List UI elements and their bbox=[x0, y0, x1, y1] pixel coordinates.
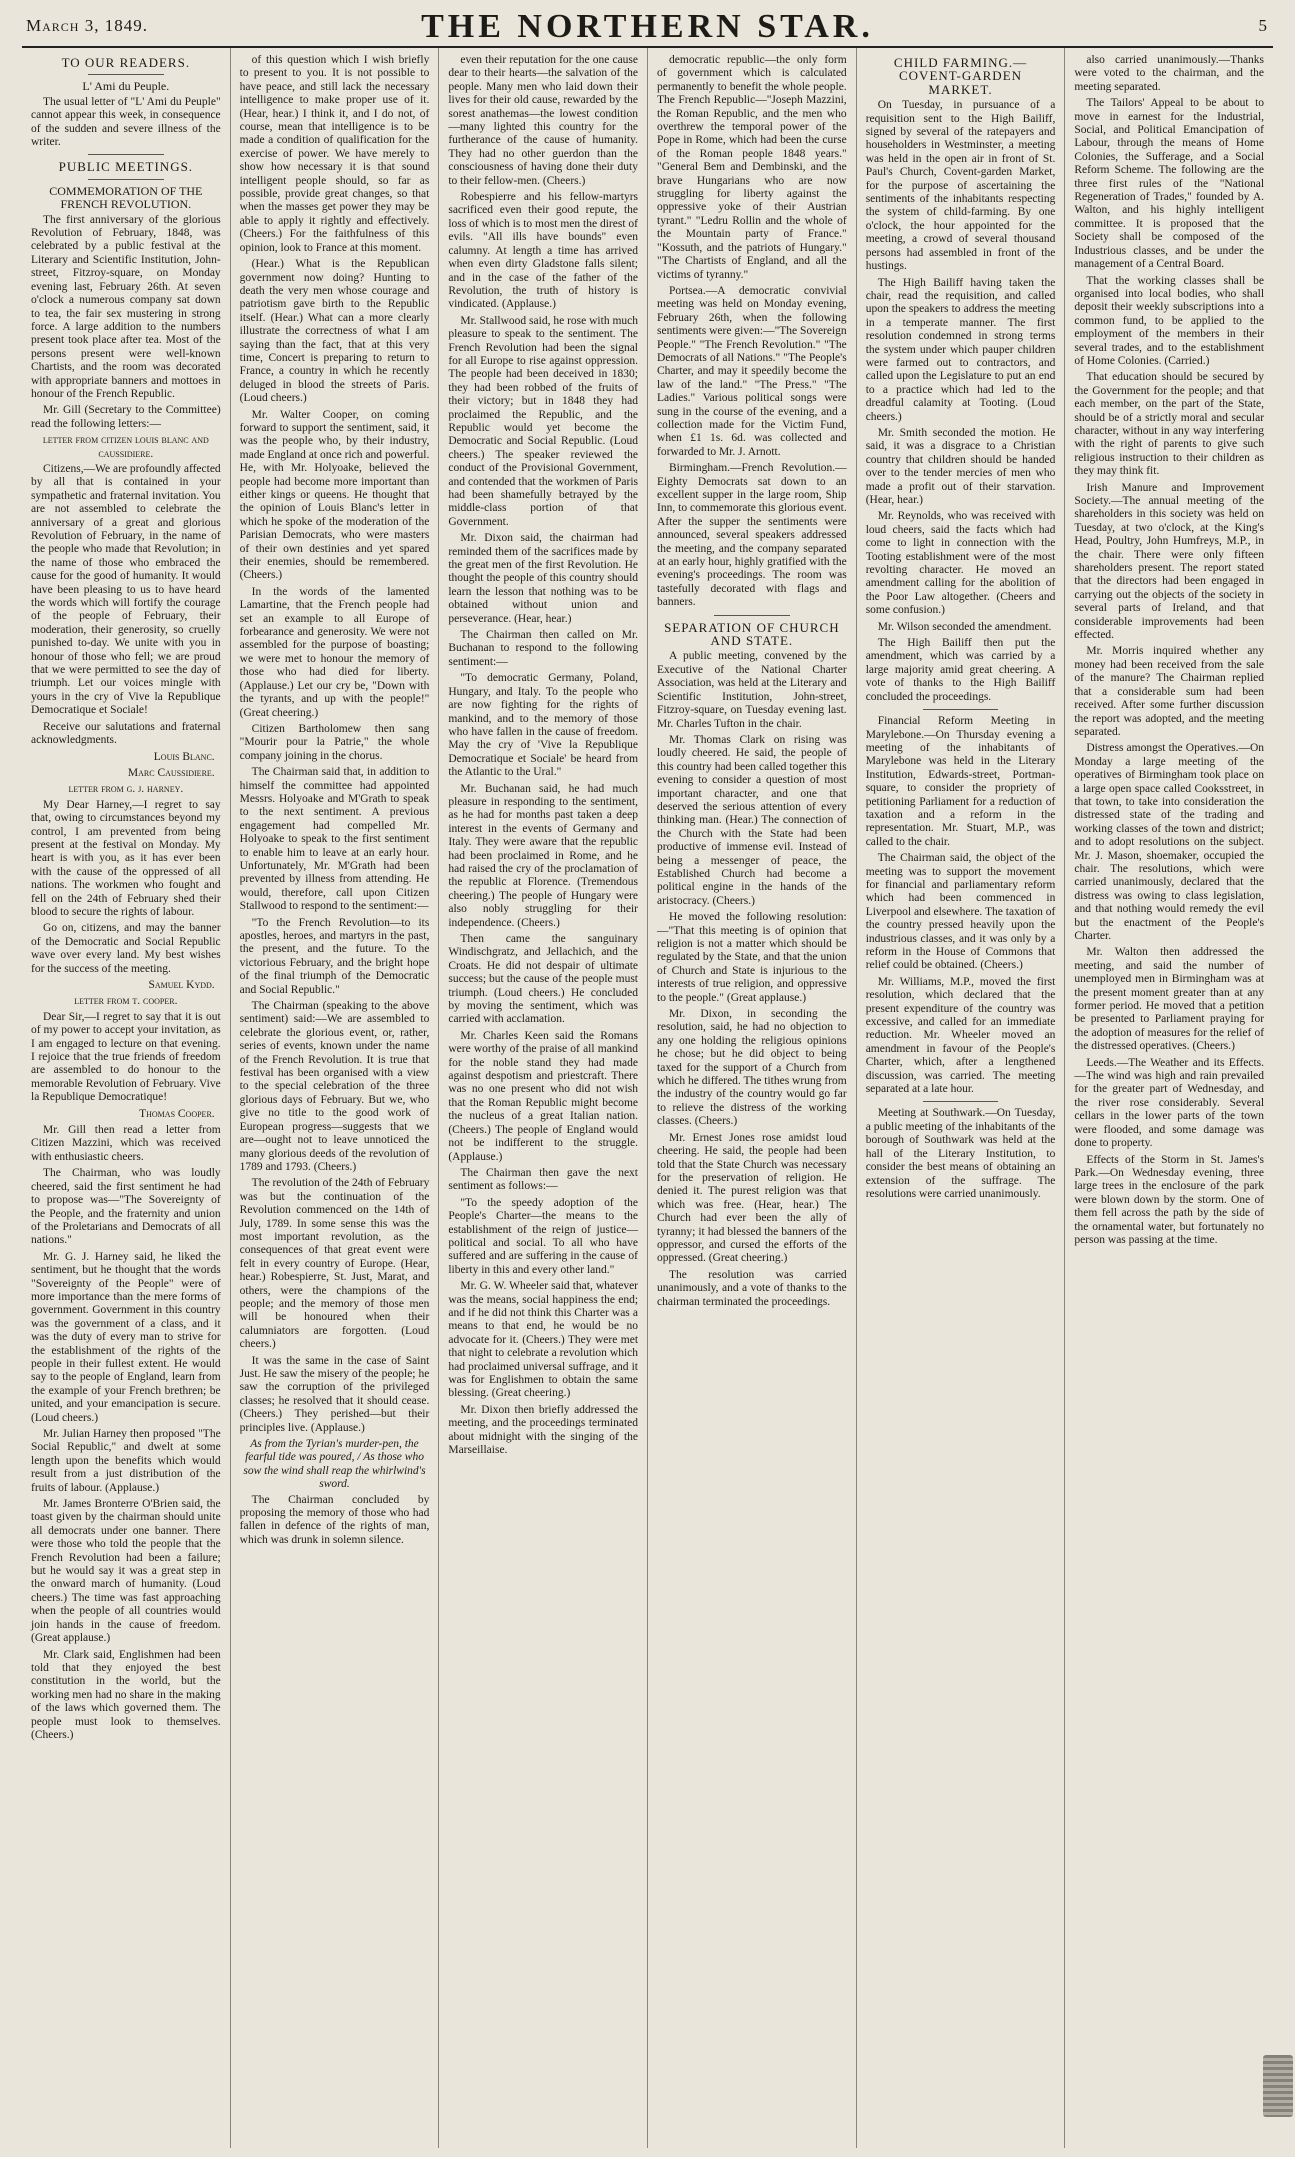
paragraph: Meeting at Southwark.—On Tuesday, a public meeting of the inhabitants of the borough of Southwark was held at the hall of the Literary Institution, to consider the best means of obtaining an extension of the suffrage. The resolutions were carried unanimously. bbox=[865, 1107, 1056, 1200]
paragraph: The Chairman said that, in addition to himself the committee had appointed Messrs. Holyoake and M'Grath to speak to the next sentiment. A previous engagement had compelled Mr. Holyoake to speak to the first sentiment to enable him to leave at an early hour. Unfortunately, Mr. M'Grath had been prevented by illness from attending. He would, therefore, call upon Citizen Stallwood to respond to the sentiment:— bbox=[239, 766, 430, 913]
paragraph: Dear Sir,—I regret to say that it is out of my power to accept your invitation, as I am engaged to lecture on that evening. I rejoice that the true friends of freedom are assembled to do honour to the memorable Revolution of February. Vive la Republique Democratique! bbox=[31, 1010, 221, 1104]
paragraph: On Tuesday, in pursuance of a requisition sent to the High Bailiff, signed by several of the ratepayers and householders in Westminster, a meeting was held in the open air in front of St. Paul's Church, Covent-garden Market, for the purpose of ascertaining the sentiments of the inhabitants respecting the system of child-farming. By one o'clock, the hour appointed for the meeting, a crowd of several thousand persons had assembled in front of the hustings. bbox=[865, 99, 1056, 273]
paragraph: Robespierre and his fellow-martyrs sacrificed even their good repute, the loss of which is to most men the direst of evils. "All ills have bounds" even calumny. At length a time has arrived when even dirty Gladstone falls silent; and in the case of the father of the Revolution, the truth of history is vindicated. (Applause.) bbox=[448, 191, 639, 311]
divider bbox=[88, 154, 164, 155]
paragraph: Mr. Morris inquired whether any money had been received from the sale of the manure? The Chairman replied that a considerable sum had been received. After some further discussion the report was adopted, and the meeting separated. bbox=[1074, 645, 1265, 738]
letter-heading: letter from g. j. harney. bbox=[68, 783, 184, 796]
paragraph: Mr. James Bronterre O'Brien said, the toast given by the chairman should unite all democrats under one banner. There were those who told the people that the French Revolution had been a failure; but he would say it was a great step in the onward march of humanity. (Loud cheers.) The time was fast approaching when the people of all countries would join hands in the cause of freedom. (Great applause.) bbox=[31, 1498, 221, 1645]
column-3 bbox=[438, 48, 647, 2148]
column-6 bbox=[1064, 48, 1273, 2148]
paragraph: Birmingham.—French Revolution.—Eighty Democrats sat down to an excellent supper in the large room, Ship Inn, to commemorate this glorious event. After the supper the sentiments were announced, several speakers addressed the meeting, and the company separated at an early hour, highly gratified with the evening's proceedings. The room was tastefully decorated with flags and banners. bbox=[657, 462, 847, 609]
divider bbox=[923, 709, 999, 710]
paragraph: The Chairman then gave the next sentiment as follows:— bbox=[448, 1166, 639, 1193]
letter-heading: letter from t. cooper. bbox=[74, 995, 178, 1008]
newspaper-title: THE NORTHERN STAR. bbox=[421, 8, 874, 45]
paragraph: Mr. Dixon, in seconding the resolution, said, he had no objection to any one holding the religious opinions he chose; but he did object to being taxed for the support of a Church from which he differed. The tithes wrung from the industry of the country would go far to relieve the distress of the working classes. (Cheers.) bbox=[657, 1008, 847, 1128]
paragraph: A public meeting, convened by the Executive of the National Charter Association, was held at the Literary and Scientific Institution, John-street, Fitzroy-square, on Tuesday evening last. Mr. Charles Tufton in the chair. bbox=[657, 650, 847, 730]
column-5 bbox=[856, 48, 1065, 2148]
article-heading: CHILD FARMING.—COVENT-GARDEN MARKET. bbox=[893, 55, 1028, 97]
paragraph: The Chairman, who was loudly cheered, said the first sentiment he had to propose was—"The Sovereignty of the People, and the fraternity and union of the Proletarians and Democrats of all nations." bbox=[31, 1167, 221, 1247]
paragraph: (Hear.) What is the Republican government now doing? Hunting to death the very men whose courage and patriotism gave birth to the Republic itself. (Hear.) What can a more clearly illustrate the correctness of what I am saying than the fact, that at this very time, Concert is preparing to return to France, a country in which he recently deluged in blood the streets of Paris. (Loud cheers.) bbox=[239, 258, 430, 405]
paragraph: "To the French Revolution—to its apostles, heroes, and martyrs in the past, the present, and the future. To the victorious February, and the bright hope of the final triumph of the Democratic and Social Republic." bbox=[239, 916, 430, 996]
article-heading: TO OUR READERS. bbox=[61, 55, 191, 70]
divider bbox=[923, 1101, 999, 1102]
paragraph: Mr. Clark said, Englishmen had been told that they enjoyed the best constitution in the world, but the working men had no share in the making of the laws which governed them. The people must look to themselves. (Cheers.) bbox=[31, 1648, 221, 1741]
page-number: 5 bbox=[1258, 16, 1267, 35]
paragraph: Portsea.—A democratic convivial meeting was held on Monday evening, February 26th, when the following sentiments were given:—"The Sovereign People." "The French Revolution." "The Democrats of all Nations." "The People's Charter, and may it speedily become the law of the land." "The Press." "The Ladies." Various political songs were sung in the course of the evening, and a collection made for the Victim Fund, when £1 1s. 6d. was collected and forwarded to Mr. J. Arnott. bbox=[657, 284, 847, 458]
article-heading: SEPARATION OF CHURCH AND STATE. bbox=[664, 619, 840, 649]
article-heading: PUBLIC MEETINGS. bbox=[58, 159, 194, 175]
paragraph: "To democratic Germany, Poland, Hungary, and Italy. To the people who are now fighting for the rights of mankind, and to the memory of those who have fallen in the cause of freedom. May the cry of 'Vive la Republique Democratique et Sociale' be heard from the Atlantic to the Ural." bbox=[448, 672, 639, 779]
paragraph: Mr. Gill then read a letter from Citizen Mazzini, which was received with enthusiastic cheers. bbox=[31, 1124, 221, 1163]
paragraph: Distress amongst the Operatives.—On Monday a large meeting of the operatives of Birmingham took place on a large open space called Cooksstreet, in that town, to take into consideration the distressed state of the trading and working classes of the town and district; and to adopt resolutions on the subject. Mr. J. Mason, shoemaker, occupied the chair. The resolutions, which were carried unanimously, declared that the distress was owing to class legislation, and that nothing would remedy the evil but the enactment of the People's Charter. bbox=[1074, 742, 1265, 942]
paragraph: The revolution of the 24th of February was but the continuation of the Revolution commenced on the 14th of July, 1789. In some sense this was the most important revolution, as the consequences of that great event were felt in every country of Europe. (Hear, hear.) Robespierre, St. Just, Marat, and others, were the champions of the people; and the memory of those men will be honoured when their calumniators are forgotten. (Loud cheers.) bbox=[239, 1177, 430, 1351]
paragraph: He moved the following resolution:—"That this meeting is of opinion that religion is not a matter which should be regulated by the State, and that the union of Church and State is injurious to the interests of true religion, and oppressive to the people." (Great applause.) bbox=[657, 911, 847, 1004]
paragraph: Mr. Buchanan said, he had much pleasure in responding to the sentiment, as he had for months past taken a deep interest in the events of Germany and Italy. They were aware that the republic had been proclaimed in Rome, and he had raised the cry of the proclamation of the republic at Florence. (Tremendous cheering.) The people of Hungary were also nobly struggling for their independence. (Cheers.) bbox=[448, 782, 639, 929]
verse: As from the Tyrian's murder-pen, the fearful tide was poured, / As those who sow the wind shall reap the whirlwind's sword. bbox=[243, 1438, 426, 1491]
library-stamp bbox=[1263, 2055, 1293, 2117]
article-subheading: L' Ami du Peuple. bbox=[82, 79, 170, 94]
paragraph: Mr. Ernest Jones rose amidst loud cheering. He said, the people had been told that the State Church was necessary for the preservation of religion. He denied it. The purest religion was that which was free. (Hear, hear.) The Church had ever been the ally of tyranny; it had blessed the banners of the oppressor, and cursed the efforts of the oppressed. (Great cheering.) bbox=[657, 1131, 847, 1265]
paragraph: Then came the sanguinary Windischgratz, and Jellachich, and the Croats. He did not despair of ultimate success; but the cause of the people must triumph. (Loud cheers.) He concluded by moving the sentiment, which was carried with acclamation. bbox=[448, 933, 639, 1026]
paragraph: That education should be secured by the Government for the people; and that each member, on the part of the State, should be of a strictly moral and secular character, without in any way interfering with the right of parents to give such religious instruction to their children as they may think fit. bbox=[1074, 371, 1265, 478]
paragraph: The High Bailiff having taken the chair, read the requisition, and called upon the speakers to address the meeting in a temperate manner. The first resolution condemned in strong terms the system under which pauper children were farmed out to contractors, and called upon the Legislature to put an end to a practice which had led to the dreadful calamity at Tooting. (Loud cheers.) bbox=[865, 276, 1056, 423]
paragraph: Receive our salutations and fraternal acknowledgments. bbox=[31, 720, 221, 747]
paragraph: Mr. Williams, M.P., moved the first resolution, which declared that the present expenditure of the country was excessive, and called for an immediate reduction. Mr. Wheeler moved an amendment in favour of the People's Charter, which, after a lengthened discussion, was carried. The meeting separated at a late hour. bbox=[865, 975, 1056, 1096]
paragraph: The Chairman then called on Mr. Buchanan to respond to the following sentiment:— bbox=[448, 629, 639, 668]
paragraph: Mr. Charles Keen said the Romans were worthy of the praise of all mankind for the noble stand they had made against despotism and priestcraft. There was no one present who did not wish that the Roman Republic might become the nucleus of a great Italian nation. (Cheers.) The people of England would not be indifferent to the struggle. (Applause.) bbox=[448, 1029, 639, 1163]
paragraph: Mr. Julian Harney then proposed "The Social Republic," and dwelt at some length upon the benefits which would result from a just distribution of the fruits of labour. (Applause.) bbox=[31, 1428, 221, 1494]
paragraph: The first anniversary of the glorious Revolution of February, 1848, was celebrated by a public festival at the Literary and Scientific Institution, John-street, Fitzroy-square, on Monday evening last, February 26th. At seven o'clock a numerous company sat down to tea, the fair sex mustering in strong force. A large addition to the numbers present took place after tea. Most of the persons present were well-known Chartists, and the room was decorated with appropriate banners and mottoes in honour of the French Republic. bbox=[31, 213, 221, 400]
paragraph: even their reputation for the one cause dear to their hearts—the salvation of the people. Many men who laid down their lives for their old cause, rewarded by the sorest anathemas—the lowest condition—many lighted this country for the furtherance of the cause of humanity. They had no other guerdon than the consciousness of having done their duty to their fellow-men. (Cheers.) bbox=[448, 54, 639, 187]
masthead bbox=[22, 8, 1273, 48]
paragraph: Financial Reform Meeting in Marylebone.—On Thursday evening a meeting of the inhabitants of Marylebone was held in the Literary Institution, Edwards-street, Portman-square, to consider the propriety of petitioning Parliament for a reduction of taxation and a reform in the representation. Mr. Stuart, M.P., was called to the chair. bbox=[865, 715, 1056, 848]
paragraph: The Chairman said, the object of the meeting was to support the movement for financial and parliamentary reform which had been commenced in Liverpool and elsewhere. The taxation of the country pressed heavily upon the industrious classes, and it was only by a reform in the House of Commons that relief could be obtained. (Cheers.) bbox=[865, 852, 1056, 972]
paragraph: Mr. G. W. Wheeler said that, whatever was the means, social happiness the end; and if he did not think this Charter was a means to that end, he would be no advocate for it. (Cheers.) They were met that night to celebrate a revolution which had proclaimed universal suffrage, and it was for Englishmen to obtain the same blessing. (Great cheering.) bbox=[448, 1280, 639, 1400]
paragraph: The Tailors' Appeal to be about to move in earnest for the Industrial, Social, and Political Emancipation of Labour, through the means of Home Colonies, the Sufferage, and a Social Reform Scheme. The following are the three first rules of the "National Regeneration of Trades," founded by A. Walton, and his highly intelligent committee. It is proposed that the Society shall be composed of the Industrious classes, and be under the management of a Central Board. bbox=[1074, 97, 1265, 271]
paragraph: Citizen Bartholomew then sang "Mourir pour la Patrie," the whole company joining in the chorus. bbox=[239, 722, 430, 762]
issue-date: March 3, 1849. bbox=[26, 16, 148, 35]
paragraph: Mr. Walton then addressed the meeting, and said the number of unemployed men in Birmingham was at the present moment greater than at any former period. He moved that a petition be presented to Parliament praying for the adoption of measures for the relief of the distressed operatives. (Cheers.) bbox=[1074, 946, 1265, 1053]
letter-heading: letter from citizen louis blanc and caussidiere. bbox=[42, 434, 209, 460]
paragraph: also carried unanimously.—Thanks were voted to the chairman, and the meeting separated. bbox=[1074, 54, 1265, 93]
divider bbox=[88, 74, 164, 75]
paragraph: Mr. G. J. Harney said, he liked the sentiment, but he thought that the words "Sovereignty of the People" were of more importance than the mere forms of government. Government in this country was the government of a class, and it was the duty of every man to strive for the establishment of the rights of the people in their fullest extent. He would say to the people of England, learn from the example of your French brethren; be united, and your emancipation is secure. (Loud cheers.) bbox=[31, 1250, 221, 1424]
column-container bbox=[22, 48, 1273, 2148]
paragraph: Mr. Thomas Clark on rising was loudly cheered. He said, the people of this country had been called together this evening to consider a question of most important character, and one that deserved the serious attention of every thinking man. (Hear.) The connection of the Church with the State had been productive of immense evil. Instead of being a messenger of peace, the Established Church had become a political engine in the hands of the aristocracy. (Cheers.) bbox=[657, 733, 847, 907]
paragraph: Mr. Reynolds, who was received with loud cheers, said the facts which had come to light in connection with the Tooting establishment were of the most revolting character. He moved an amendment calling for the abolition of the Poor Law altogether. (Cheers and some confusion.) bbox=[865, 510, 1056, 617]
paragraph: The Chairman concluded by proposing the memory of those who had fallen in defence of the rights of man, which was drunk in solemn silence. bbox=[239, 1493, 430, 1546]
divider bbox=[88, 179, 164, 180]
paragraph: democratic republic—the only form of government which is calculated permanently to benefit the whole people. The French Republic—"Joseph Mazzini, the Roman Republic, and the men who overthrew the temporal power of the Pope in Rome, which had been the curse of the Roman people 1848 years." "General Bem and Dembinski, and the brave Hungarians who are now struggling for liberty against the oppressive yoke of their Austrian tyrant." "Ledru Rollin and the whole of the Mountain party of France." "Kossuth, and the patriots of Hungary." "The Chartists of England, and all the victims of tyranny." bbox=[657, 54, 847, 281]
paragraph: That the working classes shall be organised into local bodies, who shall deposit their weekly subscriptions into a common fund, to be applied to the employment of the members in their several trades, and to the establishment of Home Colonies. (Carried.) bbox=[1074, 274, 1265, 367]
paragraph: Mr. Dixon said, the chairman had reminded them of the sacrifices made by the great men of the first Revolution. He thought the people of this country should learn the lesson that nothing was to be obtained without union and perseverance. (Hear, hear.) bbox=[448, 532, 639, 625]
paragraph: Leeds.—The Weather and its Effects.—The wind was high and rain prevailed for the greater part of Wednesday, and the river rose considerably. Several cellars in the lower parts of the town were flooded, and some damage was done to property. bbox=[1074, 1056, 1265, 1150]
paragraph: of this question which I wish briefly to present to you. It is not possible to have peace, and still lack the necessary intelligence to make proper use of it. (Hear, hear.) I think it, and I do not, of course, mean that intelligence is to be made a condition of qualification for the exercise of power. We have merely to show how necessary it is that sound intelligent people should, so far as possible, provide great changes, so that when the masses get power they may be able to apply it rightly and effectively. (Cheers.) For the faithfulness of this opinion, look to France at this moment. bbox=[239, 54, 430, 254]
paragraph: My Dear Harney,—I regret to say that, owing to circumstances beyond my control, I am prevented from being present at the festival on Monday. My heart is with you, as it has ever been with the cause of the oppressed of all nations. The workmen who fought and fell on the 24th of February shed their blood to secure the rights of labour. bbox=[31, 798, 221, 918]
signature: Thomas Cooper. bbox=[139, 1107, 215, 1120]
signature: Samuel Kydd. bbox=[148, 979, 215, 991]
paragraph: Irish Manure and Improvement Society.—The annual meeting of the shareholders in this society was held on Tuesday, at two o'clock, at the King's Head, Poultry, John Humfreys, M.P., in the chair. There were only fifteen shareholders present. The report stated that the directors had been engaged in carrying out the objects of the society in several parts of Ireland, and that considerable improvements had been effected. bbox=[1074, 481, 1265, 642]
paragraph: Mr. Wilson seconded the amendment. bbox=[877, 620, 1052, 633]
paragraph: Citizens,—We are profoundly affected by all that is contained in your sympathetic and fraternal invitation. You are not assembled to celebrate the anniversary of a great and glorious Revolution of February, in the name of the people who made that Revolution; in the name of those who embraced the cause for the good of humanity. It would have been pleasing to us to have heard the words which will fortify the courage of the people of February, their moderation, their generosity, so cruelly punished to-day. We unite with you in honour of those who fell; we are proud that we were permitted to see the day of triumph. Let our voices mingle with yours in the cry of Vive la Republique Democratique et Sociale! bbox=[31, 462, 221, 717]
divider bbox=[714, 615, 790, 616]
paragraph: The usual letter of "L' Ami du Peuple" cannot appear this week, in consequence of the sudden and severe illness of the writer. bbox=[31, 95, 221, 149]
column-2 bbox=[230, 48, 439, 2148]
paragraph: The resolution was carried unanimously, and a vote of thanks to the chairman terminated the proceedings. bbox=[657, 1268, 847, 1308]
paragraph: It was the same in the case of Saint Just. He saw the misery of the people; he saw the corruption of the privileged classes; he resolved that it should cease. (Cheers.) They perished—but their principles live. (Applause.) bbox=[239, 1354, 430, 1434]
column-4 bbox=[647, 48, 856, 2148]
article-subheading: COMMEMORATION OF THE FRENCH REVOLUTION. bbox=[49, 183, 203, 212]
column-1 bbox=[22, 48, 230, 2148]
signature: Louis Blanc. bbox=[153, 750, 215, 763]
paragraph: In the words of the lamented Lamartine, that the French people had set an example to all Europe of forbearance and generosity. We were not assembled for the purpose of boasting; we were met to honour the memory of those who had died for liberty. (Applause.) Let our cry be, "Down with the tyrants, and up with the people!" (Great cheering.) bbox=[239, 585, 430, 719]
paragraph: The High Bailiff then put the amendment, which was carried by a large majority amid great cheering. A vote of thanks to the High Bailiff concluded the proceedings. bbox=[865, 637, 1056, 703]
paragraph: Go on, citizens, and may the banner of the Democratic and Social Republic wave over every land. My best wishes for the success of the meeting. bbox=[31, 922, 221, 975]
paragraph: Mr. Gill (Secretary to the Committee) read the following letters:— bbox=[31, 404, 221, 430]
paragraph: The Chairman (speaking to the above sentiment) said:—We are assembled to celebrate the glorious event, or, rather, series of events, known under the name of the French Revolution. It is true that festival has been organised with a view to the special celebration of the three glorious days of February. But we, who give no title to the good work of European progress—suggests that we are—ought not to leave unnoticed the many glorious deeds of the revolution of 1789 and 1793. (Cheers.) bbox=[239, 1000, 430, 1173]
paragraph: Mr. Walter Cooper, on coming forward to support the sentiment, said, it was the people who, by their industry, made England at once rich and powerful. He, with Mr. Holyoake, believed the people had become more important than either kings or queens. He thought that the opinion of Louis Blanc's letter in which he spoke of the moderation of the Parisian Democrats, who were masters of their own destinies and yet spared their enemies, should be remembered. (Cheers.) bbox=[239, 408, 430, 582]
signature: Marc Caussidiere. bbox=[127, 766, 215, 779]
paragraph: Mr. Smith seconded the motion. He said, it was a disgrace to a Christian country that children should be handed over to the tender mercies of men who made a profit out of their starvation. (Hear, hear.) bbox=[865, 426, 1056, 506]
paragraph: "To the speedy adoption of the People's Charter—the means to the establishment of the reign of justice—political and social. To all who have suffered and are suffering in the cause of liberty in this and every other land." bbox=[448, 1196, 639, 1276]
paragraph: Effects of the Storm in St. James's Park.—On Wednesday evening, three large trees in the enclosure of the park were blown down by the storm. One of them fell across the path by the side of the ornamental water, but fortunately no person was passing at the time. bbox=[1074, 1153, 1265, 1246]
paragraph: Mr. Dixon then briefly addressed the meeting, and the proceedings terminated about midnight with the singing of the Marseillaise. bbox=[448, 1403, 639, 1457]
paragraph: Mr. Stallwood said, he rose with much pleasure to speak to the sentiment. The French Revolution had been the signal for all Europe to rise against oppression. The people had been deceived in 1830; they had been robbed of the fruits of their victory; but in 1848 they had proclaimed the Republic, and the Republic would yet become the Democratic and Social Republic. (Loud cheers.) The speaker reviewed the conduct of the Provisional Government, and contended that the workmen of Paris had been shamefully betrayed by the middle-class portion of that Government. bbox=[448, 314, 639, 528]
